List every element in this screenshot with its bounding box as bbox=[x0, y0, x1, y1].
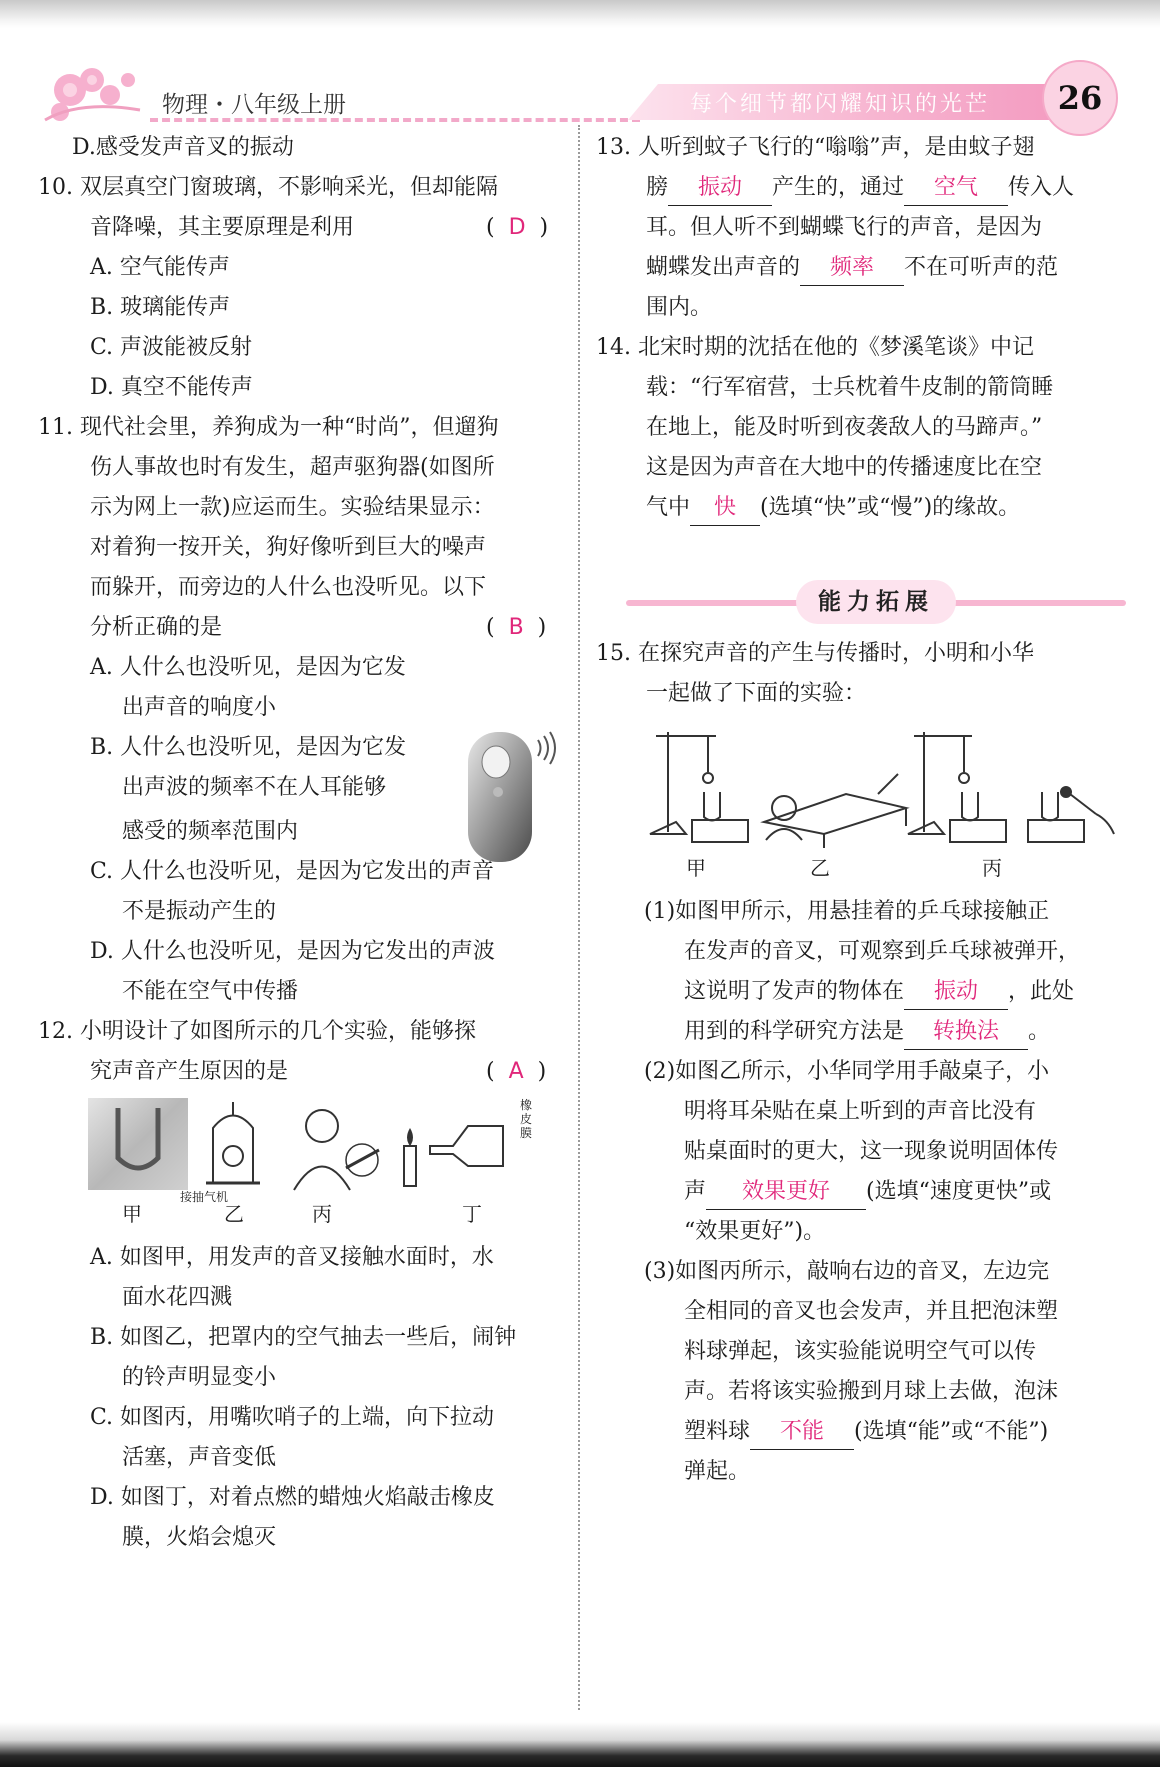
bell-jar-icon bbox=[198, 1098, 268, 1193]
q12-option-line: D. 如图丁，对着点燃的蜡烛火焰敲击橡皮 bbox=[90, 1485, 495, 1510]
figure-label: 丁 bbox=[462, 1202, 482, 1226]
page-number: 26 bbox=[1042, 60, 1118, 136]
q13-text: 蝴蝶发出声音的 bbox=[646, 255, 801, 280]
q14-line: 载：“行军宿营，士兵枕着牛皮制的箭筒睡 bbox=[646, 375, 1054, 400]
q15-p2-line5: “效果更好”)。 bbox=[684, 1219, 826, 1244]
q11-option-line: D. 人什么也没听见，是因为它发出的声波 bbox=[90, 939, 495, 964]
candle-bottle-icon bbox=[398, 1106, 508, 1191]
q10-option: A. 空气能传声 bbox=[90, 255, 230, 280]
tuning-fork-experiments-icon bbox=[646, 722, 1116, 852]
q14-line: 在地上，能及时听到夜袭敌人的马蹄声。” bbox=[646, 415, 1043, 440]
q11-stem-line: 伤人事故也时有发生，超声驱狗器(如图所 bbox=[90, 455, 495, 480]
q13-blank-1: 振动 bbox=[668, 171, 772, 206]
q10-answer-bracket: ( D ) bbox=[486, 215, 549, 240]
section-heading bbox=[626, 580, 1126, 624]
q14-line5 bbox=[646, 488, 1020, 528]
q15-text: (选填“速度更快”或 bbox=[866, 1179, 1052, 1204]
q10-option: B. 玻璃能传声 bbox=[90, 295, 231, 320]
q13-line2 bbox=[646, 168, 1074, 208]
figure-label: 甲 bbox=[122, 1202, 142, 1226]
q14-blank: 快 bbox=[690, 491, 760, 526]
q12-option-line: C. 如图丙，用嘴吹哨子的上端，向下拉动 bbox=[90, 1405, 495, 1430]
q11-stem-line: 对着狗一按开关，狗好像听到巨大的噪声 bbox=[90, 535, 487, 560]
column-divider bbox=[578, 125, 580, 1710]
q15-p1-line3 bbox=[684, 972, 1074, 1012]
q13-text: 产生的，通过 bbox=[772, 175, 905, 200]
q12-option-line: B. 如图乙，把罩内的空气抽去一些后，闹钟 bbox=[90, 1325, 517, 1350]
q11-stem-line: 分析正确的是 bbox=[90, 615, 223, 640]
q13-blank-3: 频率 bbox=[800, 251, 904, 286]
q11-option-line: 出声音的响度小 bbox=[122, 695, 277, 720]
q15-p1-line2: 在发声的音叉，可观察到乒乓球被弹开， bbox=[684, 939, 1081, 964]
q15-p3-line1: (3)如图丙所示，敲响右边的音叉，左边完 bbox=[644, 1259, 1050, 1284]
q15-p2-line1: (2)如图乙所示，小华同学用手敲桌子，小 bbox=[644, 1059, 1050, 1084]
q13-text: 不在可听声的范 bbox=[904, 255, 1059, 280]
q15-p1-line1: (1)如图甲所示，用悬挂着的乒乓球接触正 bbox=[644, 899, 1050, 924]
q15-text: (选填“能”或“不能”) bbox=[854, 1419, 1049, 1444]
q15-p3-line5 bbox=[684, 1412, 1048, 1452]
header-dashed-line bbox=[150, 118, 640, 122]
q13-line4 bbox=[646, 248, 1058, 288]
figure-label: 丙 bbox=[982, 856, 1002, 880]
membrane-label: 橡皮膜 bbox=[520, 1098, 533, 1140]
q11-option-line: 出声波的频率不在人耳能够 bbox=[122, 775, 387, 800]
q11-option-line: A. 人什么也没听见，是因为它发 bbox=[90, 655, 406, 680]
figure-label: 甲 bbox=[686, 856, 706, 880]
q15-p2-line4 bbox=[684, 1172, 1051, 1212]
q15-p2-line2: 明将耳朵贴在桌上听到的声音比没有 bbox=[684, 1099, 1037, 1124]
q15-line2: 一起做了下面的实验： bbox=[646, 681, 867, 706]
q15-text: ，此处 bbox=[1008, 979, 1075, 1004]
q15-text: 。 bbox=[1028, 1019, 1051, 1044]
q12-option-line: 的铃声明显变小 bbox=[122, 1365, 277, 1390]
top-shadow bbox=[0, 0, 1160, 28]
q10-option: C. 声波能被反射 bbox=[90, 335, 253, 360]
q15-p2-line3: 贴桌面时的更大，这一现象说明固体传 bbox=[684, 1139, 1059, 1164]
q15-text: 声 bbox=[684, 1179, 707, 1204]
q15-p3-line6: 弹起。 bbox=[684, 1459, 751, 1484]
q15-line1: 15. 在探究声音的产生与传播时，小明和小华 bbox=[596, 641, 1034, 666]
figure-label: 乙 bbox=[810, 856, 830, 880]
q11-stem-line: 而躲开，而旁边的人什么也没听见。以下 bbox=[90, 575, 487, 600]
q13-line1: 13. 人听到蚊子飞行的“嗡嗡”声，是由蚊子翅 bbox=[596, 135, 1035, 160]
q12-stem-line1: 12. 小明设计了如图所示的几个实验，能够探 bbox=[38, 1019, 476, 1044]
figure-label: 丙 bbox=[312, 1202, 332, 1226]
page-header bbox=[0, 40, 1160, 130]
q10-stem-line2: 音降噪，其主要原理是利用 bbox=[90, 215, 355, 240]
tuning-fork-water-photo bbox=[88, 1098, 188, 1190]
q12-answer-bracket: ( A ) bbox=[486, 1059, 547, 1084]
q12-option-line: 膜，火焰会熄灭 bbox=[122, 1525, 277, 1550]
q11-option-line: C. 人什么也没听见，是因为它发出的声音 bbox=[90, 859, 495, 884]
q11-option-line: 感受的频率范围内 bbox=[122, 819, 299, 844]
q11-option-line: B. 人什么也没听见，是因为它发 bbox=[90, 735, 407, 760]
q14-text: 气中 bbox=[646, 495, 691, 520]
q15-p3-line2: 全相同的音叉也会发声，并且把泡沫塑 bbox=[684, 1299, 1059, 1324]
q15-text: 用到的科学研究方法是 bbox=[684, 1019, 905, 1044]
section-title: 能力拓展 bbox=[796, 580, 956, 624]
q11-answer-bracket: ( B ) bbox=[486, 615, 547, 640]
q10-option: D. 真空不能传声 bbox=[90, 375, 253, 400]
q15-text: 塑料球 bbox=[684, 1419, 751, 1444]
q12-stem-line2: 究声音产生原因的是 bbox=[90, 1059, 289, 1084]
q15-text: 这说明了发声的物体在 bbox=[684, 979, 905, 1004]
q15-figure bbox=[646, 722, 1116, 882]
header-motto: 每个细节都闪耀知识的光芒 bbox=[690, 92, 991, 117]
q11-option-line: 不能在空气中传播 bbox=[122, 979, 299, 1004]
q12-answer: A bbox=[508, 1059, 524, 1084]
q13-blank-2: 空气 bbox=[904, 171, 1008, 206]
flower-ornament-icon bbox=[40, 50, 150, 130]
q15-blank-method: 转换法 bbox=[904, 1015, 1028, 1050]
q15-blank-vibration: 振动 bbox=[904, 975, 1008, 1010]
q15-blank-moon: 不能 bbox=[750, 1415, 854, 1450]
boy-whistle-icon bbox=[284, 1098, 384, 1193]
q15-blank-effect: 效果更好 bbox=[706, 1175, 866, 1210]
q10-stem-line1: 10. 双层真空门窗玻璃，不影响采光，但却能隔 bbox=[38, 175, 498, 200]
q12-option-line: 面水花四溅 bbox=[122, 1285, 233, 1310]
q14-line: 14. 北宋时期的沈括在他的《梦溪笔谈》中记 bbox=[596, 335, 1034, 360]
ultrasonic-dog-repeller-image bbox=[458, 720, 558, 870]
q10-answer: D bbox=[508, 215, 526, 240]
bottom-edge bbox=[0, 1722, 1160, 1767]
q15-p1-line4 bbox=[684, 1012, 1050, 1052]
q13-text: 传入人 bbox=[1008, 175, 1075, 200]
q11-stem-line: 示为网上一款)应运而生。实验结果显示： bbox=[90, 495, 495, 520]
q13-line3: 耳。但人听不到蝴蝶飞行的声音，是因为 bbox=[646, 215, 1043, 240]
q14-line: 这是因为声音在大地中的传播速度比在空 bbox=[646, 455, 1043, 480]
q9-option-d: D.感受发声音叉的振动 bbox=[72, 135, 294, 160]
q12-figure bbox=[88, 1098, 558, 1228]
q11-answer: B bbox=[508, 615, 524, 640]
q15-p3-line3: 料球弹起，该实验能说明空气可以传 bbox=[684, 1339, 1037, 1364]
q13-text: 膀 bbox=[646, 175, 669, 200]
q15-p3-line4: 声。若将该实验搬到月球上去做，泡沫 bbox=[684, 1379, 1059, 1404]
q11-option-line: 不是振动产生的 bbox=[122, 899, 277, 924]
q14-text: (选填“快”或“慢”)的缘故。 bbox=[760, 495, 1021, 520]
book-title: 物理・八年级上册 bbox=[162, 92, 346, 118]
pump-label: 接抽气机 bbox=[180, 1190, 229, 1204]
q11-stem-line: 11. 现代社会里，养狗成为一种“时尚”，但遛狗 bbox=[38, 415, 499, 440]
q12-option-line: A. 如图甲，用发声的音叉接触水面时，水 bbox=[90, 1245, 494, 1270]
q12-option-line: 活塞，声音变低 bbox=[122, 1445, 277, 1470]
q13-line5: 围内。 bbox=[646, 295, 713, 320]
figure-label: 乙 bbox=[224, 1202, 244, 1226]
